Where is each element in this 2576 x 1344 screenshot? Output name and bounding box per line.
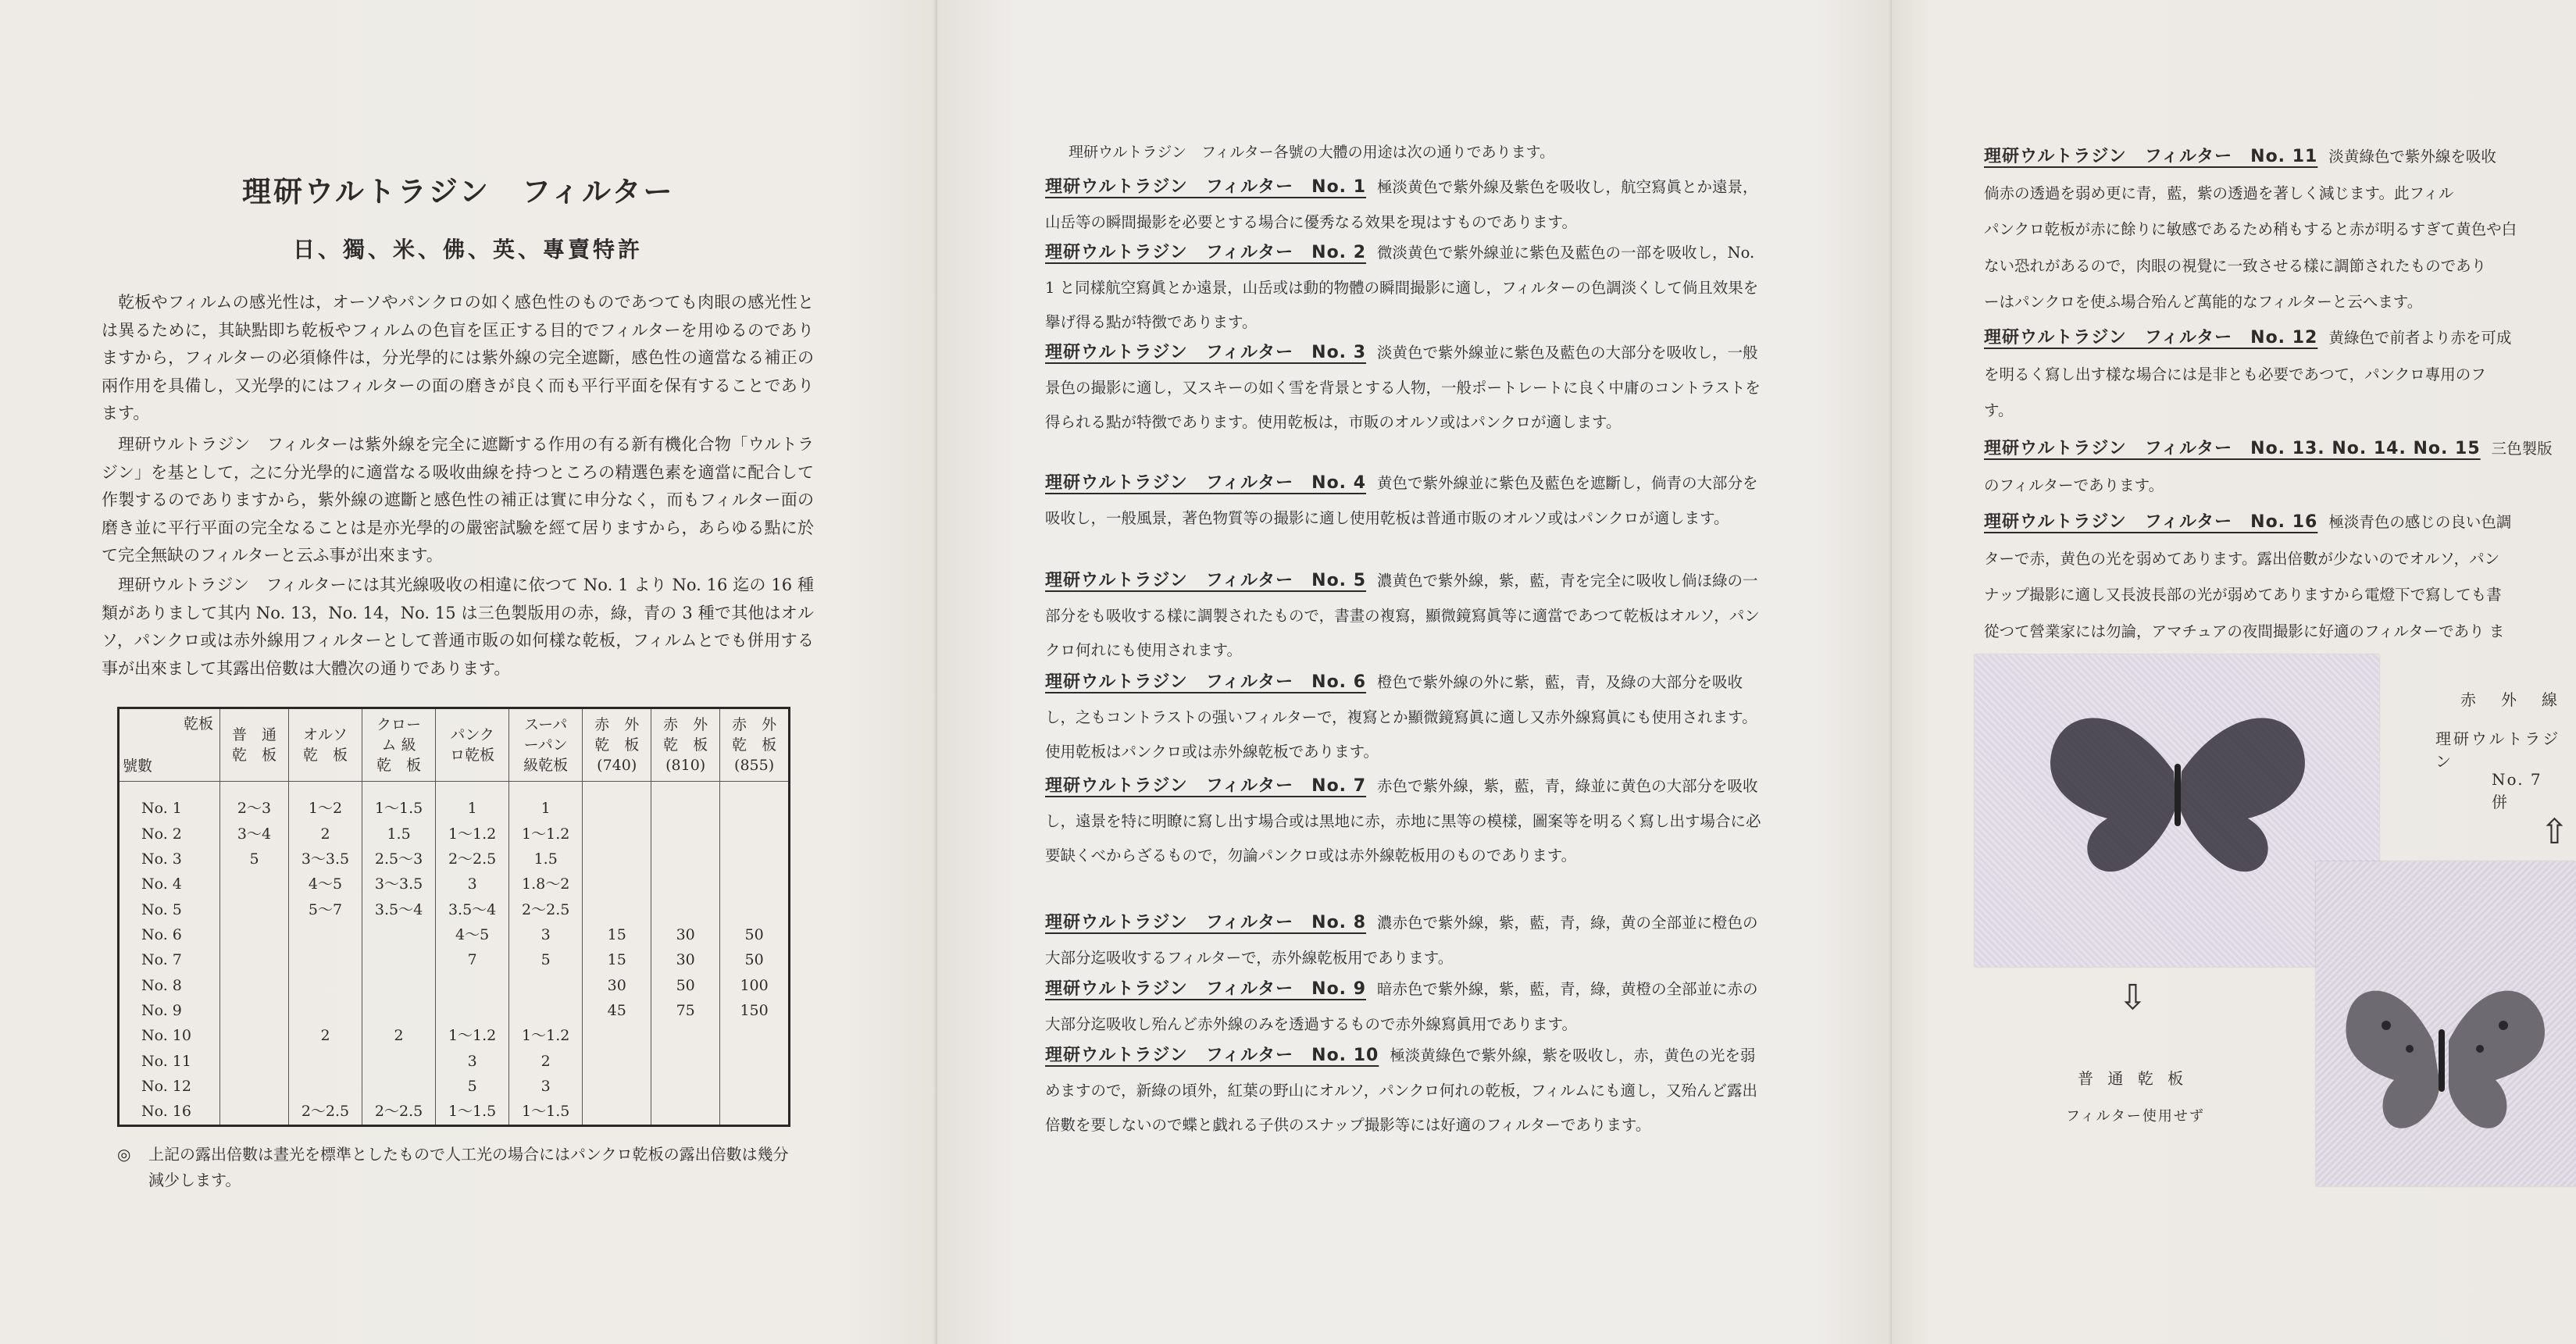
filter-entry-line: 淡黄綠色で紫外線を吸收 (2328, 148, 2496, 166)
column-header: クロー ム 級 乾 板 (362, 709, 436, 782)
exposure-factor-cell (583, 1049, 651, 1074)
table-footnote (117, 1142, 797, 1193)
exposure-factor-cell (288, 1074, 362, 1099)
intro-paragraph-2: 理研ウルトラジン フィルターは紫外線を完全に遮斷する作用の有る新有機化合物「ウルトラジン」を基として，之に分光學的に適當なる吸收曲線を持つところの精選色素を適當に配合して作製するのでありますから，紫外線の遮斷と感色性の補正は實に申分なく，而もフィルター面の磨き並に平行平面の完全なることは是亦光學的の嚴密試驗を經て居りますから，あらゆる點に於て完全無缺のフィルターと云ふ事が出來ます。 (102, 435, 814, 565)
filter-entry (1045, 1039, 1764, 1143)
arrow-down-icon: ⇩ (2118, 978, 2147, 1018)
exposure-factor-cell: 2 (288, 1024, 362, 1049)
corner-top-label: 乾板 (183, 715, 213, 733)
filter-entry-text: 黄色で紫外線並に紫色及藍色を遮斷し，倘青の大部分を吸收し，一般風景，著色物質等の撮影に適し使用乾板は普通市販のオルソ或はパンクロが適します。 (1045, 474, 1758, 527)
exposure-factor-cell: 15 (583, 948, 651, 973)
exposure-factor-cell: 2〜2.5 (436, 847, 509, 872)
filter-entry-text: 橙色で紫外線の外に紫，藍，青，及綠の大部分を吸收し，之もコントラストの强いフィルターで，複寫とか顯微鏡寫眞に適し又赤外線寫眞にも使用されます。使用乾板はパンクロ或は赤外線乾板であります。 (1045, 673, 1757, 761)
exposure-factor-cell: 2 (362, 1024, 436, 1049)
exposure-factor-cell: 30 (651, 922, 720, 947)
exposure-factor-cell (651, 897, 720, 922)
exposure-factor-cell (583, 782, 651, 822)
filter-number-cell: No. 8 (141, 976, 182, 994)
exposure-factor-cell: 2〜3 (220, 782, 289, 822)
footnote-text: 上記の露出倍數は晝光を標準としたもので人工光の場合にはパンクロ乾板の露出倍數は幾分減少します。 (148, 1145, 789, 1189)
filter-entry-heading: 理研ウルトラジン フィルター No. 1 (1045, 177, 1367, 197)
exposure-factor-cell: 1〜1.2 (436, 1024, 509, 1049)
filter-entry-line: ターで赤，黄色の光を弱めてあります。露出倍數が少ないのでオルソ，パン (1984, 549, 2500, 568)
filter-number-cell: No. 1 (141, 800, 182, 818)
filter-entry-line: ーはパンクロを使ふ場合殆んど萬能的なフィルターと云へます。 (1984, 293, 2423, 311)
exposure-factor-cell: 75 (651, 998, 720, 1023)
exposure-factor-cell (436, 973, 509, 998)
filter-number-cell: No. 10 (141, 1027, 191, 1045)
exposure-factor-cell: 1〜1.2 (436, 822, 509, 847)
exposure-factor-cell: 4〜5 (436, 922, 509, 947)
exposure-factor-cell (720, 782, 788, 822)
table-row (120, 822, 788, 847)
filter-entry (1045, 170, 1764, 240)
filter-entry-heading: 理研ウルトラジン フィルター No. 13. No. 14. No. 15 (1984, 439, 2481, 458)
filter-entry-heading: 理研ウルトラジン フィルター No. 5 (1045, 571, 1367, 590)
exposure-factor-cell (651, 847, 720, 872)
filter-entry (1984, 504, 2576, 650)
exposure-factor-cell: 1〜1.5 (509, 1100, 583, 1125)
table-header-row (120, 709, 788, 782)
column-header: 赤 外 乾 板 (810) (651, 709, 720, 782)
filter-entry (1045, 336, 1764, 440)
table-row (120, 872, 788, 897)
exposure-factor-cell (720, 872, 788, 897)
arrow-up-icon: ⇧ (2540, 812, 2569, 852)
filter-entry-text: 極淡黄色で紫外線及紫色を吸收し，航空寫眞とか遠景，山岳等の瞬間撮影を必要とする場合に優秀なる效果を現はすものであります。 (1045, 178, 1758, 231)
exposure-factor-cell: 3 (436, 872, 509, 897)
filter-entry (1045, 972, 1764, 1042)
exposure-factor-cell (220, 1024, 289, 1049)
exposure-factor-cell: 1 (436, 782, 509, 822)
caption-filter-name: 理研ウルトラジン (2435, 729, 2561, 771)
caption-filter-no7: No. 7 併 (2492, 770, 2560, 811)
exposure-factor-cell: 3〜3.5 (288, 847, 362, 872)
exposure-factor-cell (220, 922, 289, 947)
filter-entry-heading: 理研ウルトラジン フィルター No. 10 (1045, 1046, 1379, 1065)
exposure-factor-cell: 3.5〜4 (362, 897, 436, 922)
page-title: 理研ウルトラジン フィルター (242, 174, 675, 209)
filter-number-cell: No. 4 (141, 875, 182, 893)
intro-paragraph-1: 乾板やフィルムの感光性は，オーソやパンクロの如く感色性のものであつても肉眼の感光性とは異るために，其缺點即ち乾板やフィルムの色盲を匡正する目的でフィルターを用ゆるのでありますから，フィルターの必須條件は，分光學的には紫外線の完全遮斷，感色性の適當なる補正の兩作用を具備し，又光學的にはフィルターの面の磨きが良く而も平行平面を保有することであります。 (102, 293, 814, 422)
exposure-factor-cell: 3.5〜4 (436, 897, 509, 922)
column-header: オルソ 乾 板 (288, 709, 362, 782)
filter-number-cell: No. 16 (141, 1103, 191, 1121)
exposure-factor-cell (720, 1100, 788, 1125)
exposure-factor-cell (362, 922, 436, 947)
footnote-mark: ◎ (117, 1145, 131, 1164)
column-header: スーパ ーパン 級乾板 (509, 709, 583, 782)
corner-bottom-label: 號數 (123, 758, 153, 775)
filter-entry-heading: 理研ウルトラジン フィルター No. 8 (1045, 913, 1367, 932)
exposure-factor-cell: 2〜2.5 (509, 897, 583, 922)
exposure-factor-cell: 5 (436, 1074, 509, 1099)
column-header: 普 通 乾 板 (220, 709, 289, 782)
exposure-factor-cell (583, 872, 651, 897)
filter-number-cell: No. 5 (141, 900, 182, 918)
exposure-factor-cell: 30 (583, 973, 651, 998)
exposure-factor-cell: 2.5〜3 (362, 847, 436, 872)
exposure-factor-cell (220, 973, 289, 998)
exposure-factor-cell: 2〜2.5 (362, 1100, 436, 1125)
filter-entry-line: のフィルターであります。 (1984, 476, 2164, 494)
exposure-factor-cell (220, 1100, 289, 1125)
exposure-factor-cell (720, 1024, 788, 1049)
exposure-factor-cell: 7 (436, 948, 509, 973)
filter-entry (1045, 236, 1764, 340)
filter-entry-heading: 理研ウルトラジン フィルター No. 11 (1984, 147, 2318, 166)
filter-entry-line: を明るく寫し出す樣な場合には是非とも必要であつて，パンクロ專用のフ (1984, 365, 2486, 383)
filter-entry-line: 三色製版 (2491, 440, 2553, 458)
exposure-factor-cell: 1〜1.5 (436, 1100, 509, 1125)
filter-entry-line: 極淡青色の感じの良い色調 (2328, 513, 2512, 531)
exposure-factor-cell: 2 (288, 822, 362, 847)
exposure-factor-cell: 2〜2.5 (288, 1100, 362, 1125)
exposure-factor-cell: 1.5 (509, 847, 583, 872)
exposure-factor-cell (651, 1100, 720, 1125)
filter-entry-line: パンクロ乾板が赤に餘りに敏感であるため稍もすると赤が明るすぎて黄色や白 (1984, 220, 2517, 238)
filter-entry (1045, 769, 1764, 874)
exposure-factor-table (117, 707, 790, 1127)
filter-entry-heading: 理研ウルトラジン フィルター No. 6 (1045, 672, 1367, 692)
exposure-factor-cell: 3 (509, 922, 583, 947)
butterfly-photo-infrared (2316, 861, 2576, 1186)
exposure-factor-cell (288, 973, 362, 998)
exposure-factor-cell: 1〜1.5 (362, 782, 436, 822)
exposure-factor-cell (220, 998, 289, 1023)
filter-entry-text: 暗赤色で紫外線，紫，藍，青，綠，黄橙の全部並に赤の大部分迄吸收し殆んど赤外線のみを透過するもので赤外線寫眞用であります。 (1045, 980, 1758, 1033)
filter-number-cell: No. 11 (141, 1052, 191, 1070)
intro-paragraph-3: 理研ウルトラジン フィルターには其光線吸收の相違に依つて No. 1 より No. 16 迄の 16 種類がありまして其内 No. 13，No. 14，No. 15 は三色製版用の赤，綠，青の 3 種で其他はオルソ，パンクロ或は赤外線用フィルターとして普通市販の如何樣な乾板，フィルムとでも併用する事が出來まして其露出倍數は大體次の通りであります。 (102, 576, 814, 678)
filter-entry-text: 濃黄色で紫外線，紫，藍，青を完全に吸收し倘ほ綠の一部分をも吸收する樣に調製されたもので，書畫の複寫，顯微鏡寫眞等に適當であつて乾板はオルソ，パンクロ何れにも使用されます。 (1045, 572, 1760, 659)
filter-number-cell: No. 2 (141, 825, 182, 843)
exposure-factor-cell (651, 1024, 720, 1049)
filter-entry (1045, 665, 1764, 770)
filter-entry (1045, 564, 1764, 668)
filter-entry-heading: 理研ウルトラジン フィルター No. 7 (1045, 776, 1367, 796)
exposure-factor-cell: 50 (720, 948, 788, 973)
column-header: 赤 外 乾 板 (855) (720, 709, 788, 782)
filter-entry (1984, 139, 2576, 321)
exposure-factor-cell (288, 922, 362, 947)
caption-infrared: 赤 外 線 (2460, 690, 2562, 709)
exposure-factor-cell: 100 (720, 973, 788, 998)
filter-entry-line: 從つて營業家には勿論，アマチュアの夜間撮影に好適のフィルターであり ま (1984, 622, 2505, 640)
exposure-factor-cell (288, 1049, 362, 1074)
filter-entry-text: 濃赤色で紫外線，紫，藍，青，綠，黄の全部並に橙色の大部分迄吸收するフィルターで，赤外線乾板用であります。 (1045, 914, 1758, 967)
usage-intro: 理研ウルトラジン フィルター各號の大體の用途は次の通りであります。 (1069, 144, 1555, 161)
exposure-factor-cell (651, 1074, 720, 1099)
table-row (120, 1024, 788, 1049)
exposure-factor-cell: 3 (436, 1049, 509, 1074)
caption-no-filter: フィルター使用せず (2066, 1108, 2205, 1125)
exposure-factor-cell (720, 822, 788, 847)
filter-entry-text: 淡黄色で紫外線並に紫色及藍色の大部分を吸收し，一般景色の撮影に適し，又スキーの如く雪を背景とする人物，一般ポートレートに良く中庸のコントラストを得られる點が特徴であります。使用乾板は，市販のオルソ或はパンクロが適します。 (1045, 344, 1761, 431)
exposure-factor-cell (288, 998, 362, 1023)
exposure-factor-cell (651, 822, 720, 847)
table-row (120, 1100, 788, 1125)
exposure-factor-cell (583, 847, 651, 872)
filter-entry (1984, 431, 2576, 504)
filter-number-cell: No. 7 (141, 951, 182, 969)
exposure-factor-cell: 1 (509, 782, 583, 822)
table-row (120, 948, 788, 973)
exposure-factor-cell (220, 1074, 289, 1099)
patent-subtitle: 日、獨、米、佛、英、專賣特許 (293, 237, 644, 262)
exposure-factor-cell (720, 1074, 788, 1099)
exposure-factor-cell: 30 (651, 948, 720, 973)
filter-entry-heading: 理研ウルトラジン フィルター No. 2 (1045, 243, 1367, 262)
exposure-factor-cell (720, 1049, 788, 1074)
exposure-factor-cell (509, 973, 583, 998)
table-row (120, 1074, 788, 1099)
exposure-factor-cell (362, 948, 436, 973)
exposure-factor-cell: 1〜2 (288, 782, 362, 822)
exposure-factor-cell: 5 (220, 847, 289, 872)
table-row (120, 973, 788, 998)
exposure-factor-cell: 5 (509, 948, 583, 973)
exposure-factor-cell: 1〜1.2 (509, 822, 583, 847)
table-row (120, 1049, 788, 1074)
filter-entry-heading: 理研ウルトラジン フィルター No. 12 (1984, 328, 2318, 348)
exposure-factor-cell (583, 822, 651, 847)
caption-normal-plate: 普 通 乾 板 (2078, 1069, 2189, 1088)
filter-entry-line: 倘赤の透過を弱め更に青，藍，紫の透過を著しく減じます。此フィル (1984, 184, 2454, 202)
filter-entry-text: 極淡黄綠色で紫外線，紫を吸收し，赤，黄色の光を弱めますので，新綠の頃外，紅葉の野山にオルソ，パンクロ何れの乾板，フィルムにも適し，又殆んど露出倍數を要しないので蝶と戯れる子供のスナップ撮影等には好適のフィルターであります。 (1045, 1046, 1758, 1134)
filter-entry-heading: 理研ウルトラジン フィルター No. 16 (1984, 512, 2318, 532)
exposure-factor-cell (436, 998, 509, 1023)
table-corner-header (120, 709, 220, 782)
filter-entry-text: 微淡黄色で紫外線並に紫色及藍色の一部を吸收し，No. 1 と同樣航空寫眞とか遠景，山岳或は動的物體の瞬間撮影に適し，フィルターの色調淡くして倘且效果を擧げ得る點が特徴であります。 (1045, 244, 1759, 331)
exposure-factor-cell (583, 1100, 651, 1125)
exposure-factor-cell: 2 (509, 1049, 583, 1074)
exposure-factor-cell (651, 1049, 720, 1074)
exposure-factor-cell (720, 847, 788, 872)
exposure-factor-cell (583, 1074, 651, 1099)
left-page (0, 0, 937, 1344)
exposure-factor-cell: 1.5 (362, 822, 436, 847)
exposure-factor-cell: 45 (583, 998, 651, 1023)
filter-entry-heading: 理研ウルトラジン フィルター No. 3 (1045, 343, 1367, 362)
table-row (120, 782, 788, 822)
exposure-factor-cell: 50 (720, 922, 788, 947)
filter-number-cell: No. 9 (141, 1001, 182, 1019)
exposure-factor-cell: 3 (509, 1074, 583, 1099)
exposure-factor-cell: 4〜5 (288, 872, 362, 897)
exposure-factor-cell (362, 998, 436, 1023)
filter-entry-line: す。 (1984, 401, 2014, 419)
exposure-factor-cell: 150 (720, 998, 788, 1023)
butterfly-icon (2316, 861, 2576, 1186)
exposure-factor-cell (362, 973, 436, 998)
table-row (120, 847, 788, 872)
filter-entry-text: 赤色で紫外線，紫，藍，青，綠並に黄色の大部分を吸收し，遠景を特に明瞭に寫し出す場合或は黒地に赤，赤地に黒等の模樣，圖案等を明るく寫し出す場合に必要缺くべからざるもので，勿論パンクロ或は赤外線乾板用のものであります。 (1045, 777, 1761, 865)
exposure-factor-cell (651, 782, 720, 822)
table-row (120, 922, 788, 947)
filter-number-cell: No. 12 (141, 1077, 191, 1095)
exposure-factor-cell (220, 897, 289, 922)
exposure-factor-cell (362, 1074, 436, 1099)
exposure-factor-cell: 5〜7 (288, 897, 362, 922)
exposure-factor-cell (583, 897, 651, 922)
exposure-factor-cell (651, 872, 720, 897)
filter-entry (1984, 320, 2576, 430)
filter-entry-heading: 理研ウルトラジン フィルター No. 4 (1045, 473, 1367, 493)
exposure-factor-cell (720, 897, 788, 922)
exposure-factor-cell: 3〜4 (220, 822, 289, 847)
exposure-factor-cell: 50 (651, 973, 720, 998)
exposure-factor-cell: 15 (583, 922, 651, 947)
filter-entry-line: 黄綠色で前者より赤を可成 (2328, 329, 2512, 347)
filter-number-cell: No. 6 (141, 926, 182, 944)
filter-entry-heading: 理研ウルトラジン フィルター No. 9 (1045, 979, 1367, 999)
exposure-factor-cell (583, 1024, 651, 1049)
table-row (120, 897, 788, 922)
filter-entry (1045, 466, 1764, 536)
exposure-factor-cell (220, 872, 289, 897)
exposure-factor-cell (509, 998, 583, 1023)
column-header: パンク ロ乾板 (436, 709, 509, 782)
column-header: 赤 外 乾 板 (740) (583, 709, 651, 782)
table-row (120, 998, 788, 1023)
exposure-factor-cell: 1.8〜2 (509, 872, 583, 897)
exposure-factor-cell (288, 948, 362, 973)
exposure-factor-cell (362, 1049, 436, 1074)
exposure-factor-cell: 3〜3.5 (362, 872, 436, 897)
exposure-factor-cell: 1〜1.2 (509, 1024, 583, 1049)
filter-entry-line: ない恐れがあるので，肉眼の視覺に一致させる樣に調節されたものであり (1984, 256, 2487, 275)
filter-entry-line: ナップ撮影に適し又長波長部の光が弱めてありますから電燈下で寫しても書 (1984, 586, 2502, 604)
filter-entry (1045, 906, 1764, 975)
exposure-factor-cell (220, 948, 289, 973)
filter-number-cell: No. 3 (141, 850, 182, 868)
exposure-factor-cell (220, 1049, 289, 1074)
